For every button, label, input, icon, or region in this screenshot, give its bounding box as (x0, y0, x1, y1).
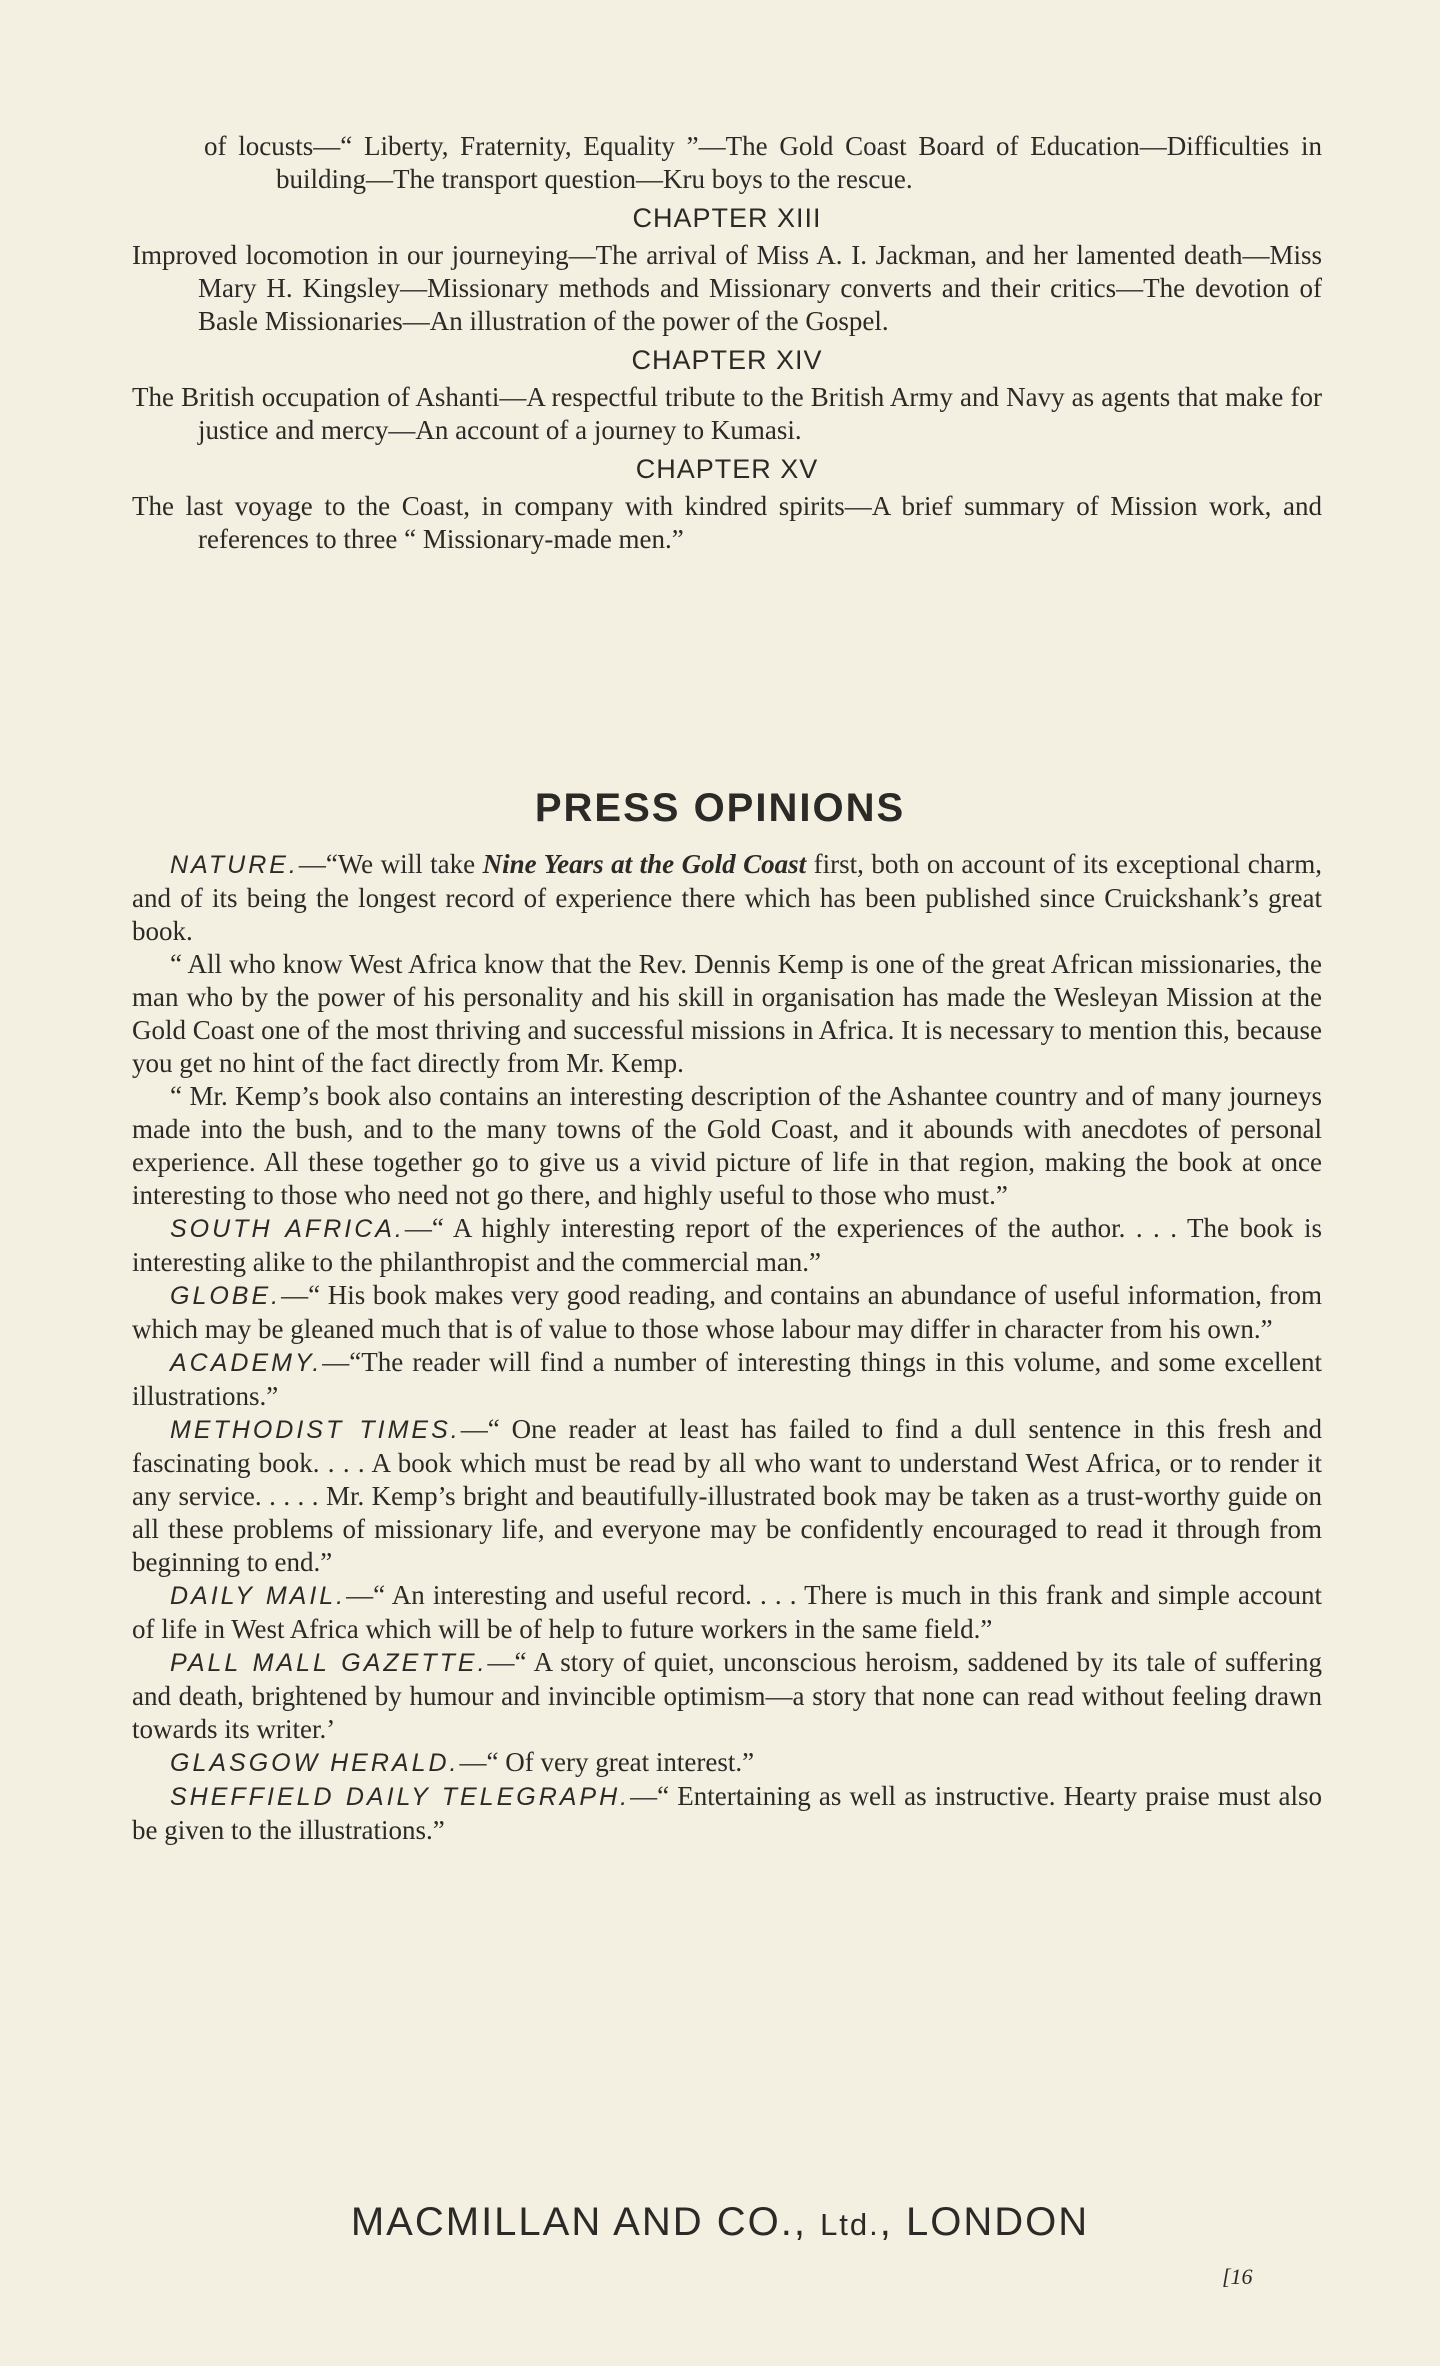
opinion-nature (132, 848, 1322, 948)
press-opinions-title: PRESS OPINIONS (534, 786, 906, 830)
opinion-source: METHODIST TIMES. (170, 1416, 461, 1444)
opinion-source: DAILY MAIL. (170, 1582, 347, 1610)
opinion-sheffield-telegraph (132, 1780, 1322, 1847)
opinion-source: ACADEMY. (170, 1349, 323, 1377)
opinion-text: —“ His book makes very good reading, and contains an abundance of useful information, from which may be gleaned much that is of value to those whose labour may differ in character from his own.” (132, 1280, 1322, 1344)
opinion-lead: —“We will take (298, 849, 483, 879)
publisher-city: , LONDON (879, 2200, 1090, 2244)
opinion-academy (132, 1346, 1322, 1413)
opinion-text: —“ Entertaining as well as instructive. Hearty praise must also be given to the illustrations.” (132, 1781, 1323, 1845)
chapter-heading: CHAPTER XV (635, 454, 819, 484)
chapter-summary: The British occupation of Ashanti—A respectful tribute to the British Army and Navy as agents that make for justice and mercy—An account of a journey to Kumasi. (132, 382, 1322, 445)
opinion-globe (132, 1279, 1322, 1346)
contents-intro: of locusts—“ Liberty, Fraternity, Equality ”—The Gold Coast Board of Education—Difficulties in building—The transport question—Kru boys to the rescue. (204, 131, 1322, 194)
opinion-source: SHEFFIELD DAILY TELEGRAPH. (170, 1783, 631, 1811)
opinion-glasgow-herald (132, 1746, 1322, 1780)
chapter-summary: Improved locomotion in our journeying—The arrival of Miss A. I. Jackman, and her lamented death—Miss Mary H. Kingsley—Missionary methods and Missionary converts and their critics—The devotion of Basle Missionaries—An illustration of the power of the Gospel. (132, 240, 1322, 336)
book-title: Nine Years at the Gold Coast (482, 849, 807, 879)
opinion-text: first, both on account of its exceptional charm, and of its being the longest record of experience there which has been published since Cruickshank’s great book. (132, 849, 1323, 946)
opinion-source: GLASGOW HERALD. (170, 1749, 460, 1777)
publisher-name: MACMILLAN AND CO., (350, 2200, 821, 2244)
opinion-source: GLOBE. (170, 1282, 282, 1310)
publisher-ltd: Ltd. (820, 2207, 880, 2242)
publisher-imprint (0, 2200, 1440, 2245)
opinion-paragraph: “ All who know West Africa know that the Rev. Dennis Kemp is one of the great African missionaries, the man who by the power of his personality and his skill in organisation has made the Wesleyan Mission at the Gold Coast one of the most thriving and successful missions in Africa. It is necessary to mention this, because you get no hint of the fact directly from Mr. Kemp. (132, 949, 1322, 1078)
opinion-text: —“ One reader at least has failed to find a dull sentence in this fresh and fascinating book. . . . A book which must be read by all who want to understand West Africa, or to render it any service. . . . . Mr. Kemp’s bright and beautifully-illustrated book may be taken as a trust-worthy guide on all these problems of missionary life, and everyone may be confidently encouraged to read it through from beginning to end.” (132, 1414, 1323, 1577)
signature-mark: [16 (1222, 2264, 1253, 2289)
opinion-source: PALL MALL GAZETTE. (170, 1649, 488, 1677)
opinion-source: NATURE. (170, 851, 299, 879)
chapter-summary: The last voyage to the Coast, in company with kindred spirits—A brief summary of Mission work, and references to three “ Missionary-made men.” (132, 491, 1322, 554)
opinion-daily-mail (132, 1579, 1322, 1646)
chapter-heading: CHAPTER XIII (632, 203, 822, 233)
opinion-text: —“ An interesting and useful record. . . . There is much in this frank and simple account of life in West Africa which will be of help to future workers in the same field.” (132, 1580, 1322, 1644)
opinion-text: —“ A highly interesting report of the experiences of the author. . . . The book is interesting alike to the philanthropist and the commercial man.” (132, 1213, 1323, 1277)
press-opinions-list (132, 848, 1322, 1847)
opinion-text: —“ A story of quiet, unconscious heroism, saddened by its tale of suffering and death, brightened by humour and invincible optimism—a story that none can read without feeling drawn towards its writer.’ (132, 1647, 1322, 1744)
opinion-south-africa (132, 1212, 1322, 1279)
opinion-text: —“ Of very great interest.” (459, 1747, 755, 1777)
opinion-pall-mall-gazette (132, 1646, 1322, 1746)
opinion-text: —“The reader will find a number of interesting things in this volume, and some excellent illustrations.” (132, 1347, 1322, 1411)
chapter-heading: CHAPTER XIV (631, 345, 823, 375)
opinion-source: SOUTH AFRICA. (170, 1215, 405, 1243)
contents-section (132, 130, 1322, 556)
opinion-methodist-times (132, 1413, 1322, 1579)
opinion-paragraph: “ Mr. Kemp’s book also contains an interesting description of the Ashantee country and of many journeys made into the bush, and to the many towns of the Gold Coast, and it abounds with anecdotes of personal experience. All these together go to give us a vivid picture of life in that region, making the book at once interesting to those who need not go there, and highly useful to those who must.” (132, 1081, 1322, 1210)
